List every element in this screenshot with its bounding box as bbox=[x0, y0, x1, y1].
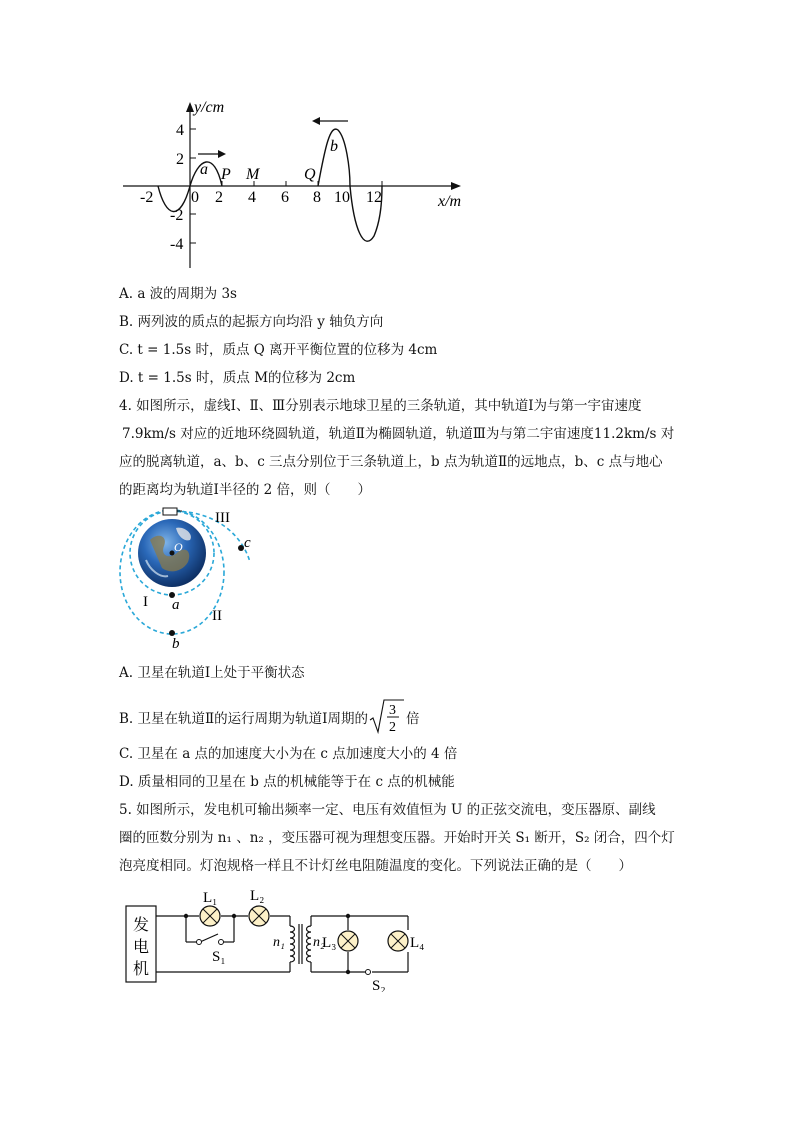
y-axis-label: y/cm bbox=[194, 99, 225, 116]
l3-label: L₃ bbox=[322, 935, 337, 951]
x-tick-label: 10 bbox=[334, 189, 350, 206]
s2-switch bbox=[366, 970, 371, 975]
point-m-label: M bbox=[246, 166, 260, 183]
y-axis-arrow bbox=[186, 102, 194, 112]
n2-label: n₂ bbox=[313, 935, 325, 950]
generator-label-2: 电 bbox=[133, 939, 150, 956]
point-a-label: a bbox=[172, 597, 180, 613]
q4-option-b-prefix: B. 卫星在轨道Ⅱ的运行周期为轨道Ⅰ周期的 bbox=[119, 711, 369, 727]
orbit-ii-label: II bbox=[212, 608, 222, 624]
sqrt-denominator: 2 bbox=[389, 720, 397, 735]
q4-stem-line1: 4. 如图所示，虚线Ⅰ、Ⅱ、Ⅲ分别表示地球卫星的三条轨道，其中轨道Ⅰ为与第一宇宙速度 bbox=[119, 398, 642, 414]
s2-label: S₂ bbox=[372, 978, 386, 992]
lamp-l2-icon bbox=[249, 906, 269, 926]
wave-b bbox=[318, 129, 382, 241]
y-tick-label: 4 bbox=[176, 122, 184, 139]
x-tick-label: 12 bbox=[366, 189, 382, 206]
point-p-label: P bbox=[221, 166, 231, 183]
y-tick-label: -4 bbox=[170, 236, 184, 253]
sqrt-numerator: 3 bbox=[389, 703, 397, 718]
q4-stem-line2: 7.9km/s 对应的近地环绕圆轨道，轨道Ⅱ为椭圆轨道，轨道Ⅲ为与第二宇宙速度11.2km/s 对 bbox=[122, 426, 675, 442]
q4-option-b-suffix: 倍 bbox=[406, 711, 420, 727]
x-axis-label: x/m bbox=[438, 193, 462, 210]
x-tick-label: 2 bbox=[215, 189, 223, 206]
q3-option-c: C. t = 1.5s 时，质点 Q 离开平衡位置的位移为 4cm bbox=[119, 342, 438, 358]
y-tick-label: -2 bbox=[170, 207, 184, 224]
circuit-diagram bbox=[120, 880, 430, 992]
generator-label-1: 发 bbox=[133, 917, 150, 934]
sqrt-fraction bbox=[368, 698, 406, 736]
orbit-iii-label: III bbox=[215, 510, 230, 526]
q3-option-a: A. a 波的周期为 3s bbox=[119, 286, 237, 302]
point-b-label: b bbox=[172, 636, 180, 652]
q3-option-b: B. 两列波的质点的起振方向均沿 y 轴负方向 bbox=[119, 314, 384, 330]
x-tick-label: -2 bbox=[140, 189, 154, 206]
orbit-i-label: I bbox=[143, 594, 148, 610]
y-tick-label: 2 bbox=[176, 151, 184, 168]
point-c-label: c bbox=[244, 535, 251, 551]
x-axis-arrow bbox=[451, 182, 461, 190]
x-tick-label: 8 bbox=[313, 189, 321, 206]
q5-stem-line3: 泡亮度相同。灯泡规格一样且不计灯丝电阻随温度的变化。下列说法正确的是（ ） bbox=[119, 858, 632, 874]
q4-option-a: A. 卫星在轨道Ⅰ上处于平衡状态 bbox=[119, 665, 305, 681]
orbit-diagram bbox=[115, 500, 265, 652]
lamp-l3-icon bbox=[338, 931, 358, 951]
q4-stem-line4: 的距离均为轨道Ⅰ半径的 2 倍，则（ ） bbox=[119, 482, 372, 498]
wave-chart bbox=[115, 92, 475, 272]
point-o-label: O bbox=[174, 540, 183, 554]
lamp-l1-icon bbox=[200, 906, 220, 926]
x-tick-label: 4 bbox=[248, 189, 256, 206]
n1-label: n₁ bbox=[273, 935, 285, 950]
lamp-l4-icon bbox=[388, 931, 408, 951]
wave-b-label: b bbox=[330, 138, 338, 155]
s1-label: S₁ bbox=[212, 949, 226, 965]
generator-label-3: 机 bbox=[133, 961, 150, 978]
q5-stem-line1: 5. 如图所示，发电机可输出频率一定、电压有效值恒为 U 的正弦交流电，变压器原、副线 bbox=[119, 802, 656, 818]
l4-label: L₄ bbox=[410, 935, 425, 951]
q4-option-c: C. 卫星在 a 点的加速度大小为在 c 点加速度大小的 4 倍 bbox=[119, 746, 458, 762]
satellite-icon bbox=[163, 508, 177, 515]
q3-option-d: D. t = 1.5s 时，质点 M的位移为 2cm bbox=[119, 370, 356, 386]
x-tick-label: 0 bbox=[191, 189, 199, 206]
q4-option-b bbox=[119, 700, 420, 734]
q5-stem-line2: 圈的匝数分别为 n₁ 、n₂ ，变压器可视为理想变压器。开始时开关 S₁ 断开，S₂ 闭合，四个灯 bbox=[119, 830, 675, 846]
x-tick-label: 6 bbox=[281, 189, 289, 206]
l1-label: L₁ bbox=[203, 890, 218, 906]
point-q-label: Q bbox=[304, 166, 316, 183]
l2-label: L₂ bbox=[250, 888, 265, 904]
wave-a-label: a bbox=[200, 161, 208, 178]
q4-stem-line3: 应的脱离轨道，a、b、c 三点分别位于三条轨道上，b 点为轨道Ⅱ的远地点，b、c 点与地心 bbox=[119, 454, 663, 470]
q4-option-d: D. 质量相同的卫星在 b 点的机械能等于在 c 点的机械能 bbox=[119, 774, 455, 790]
